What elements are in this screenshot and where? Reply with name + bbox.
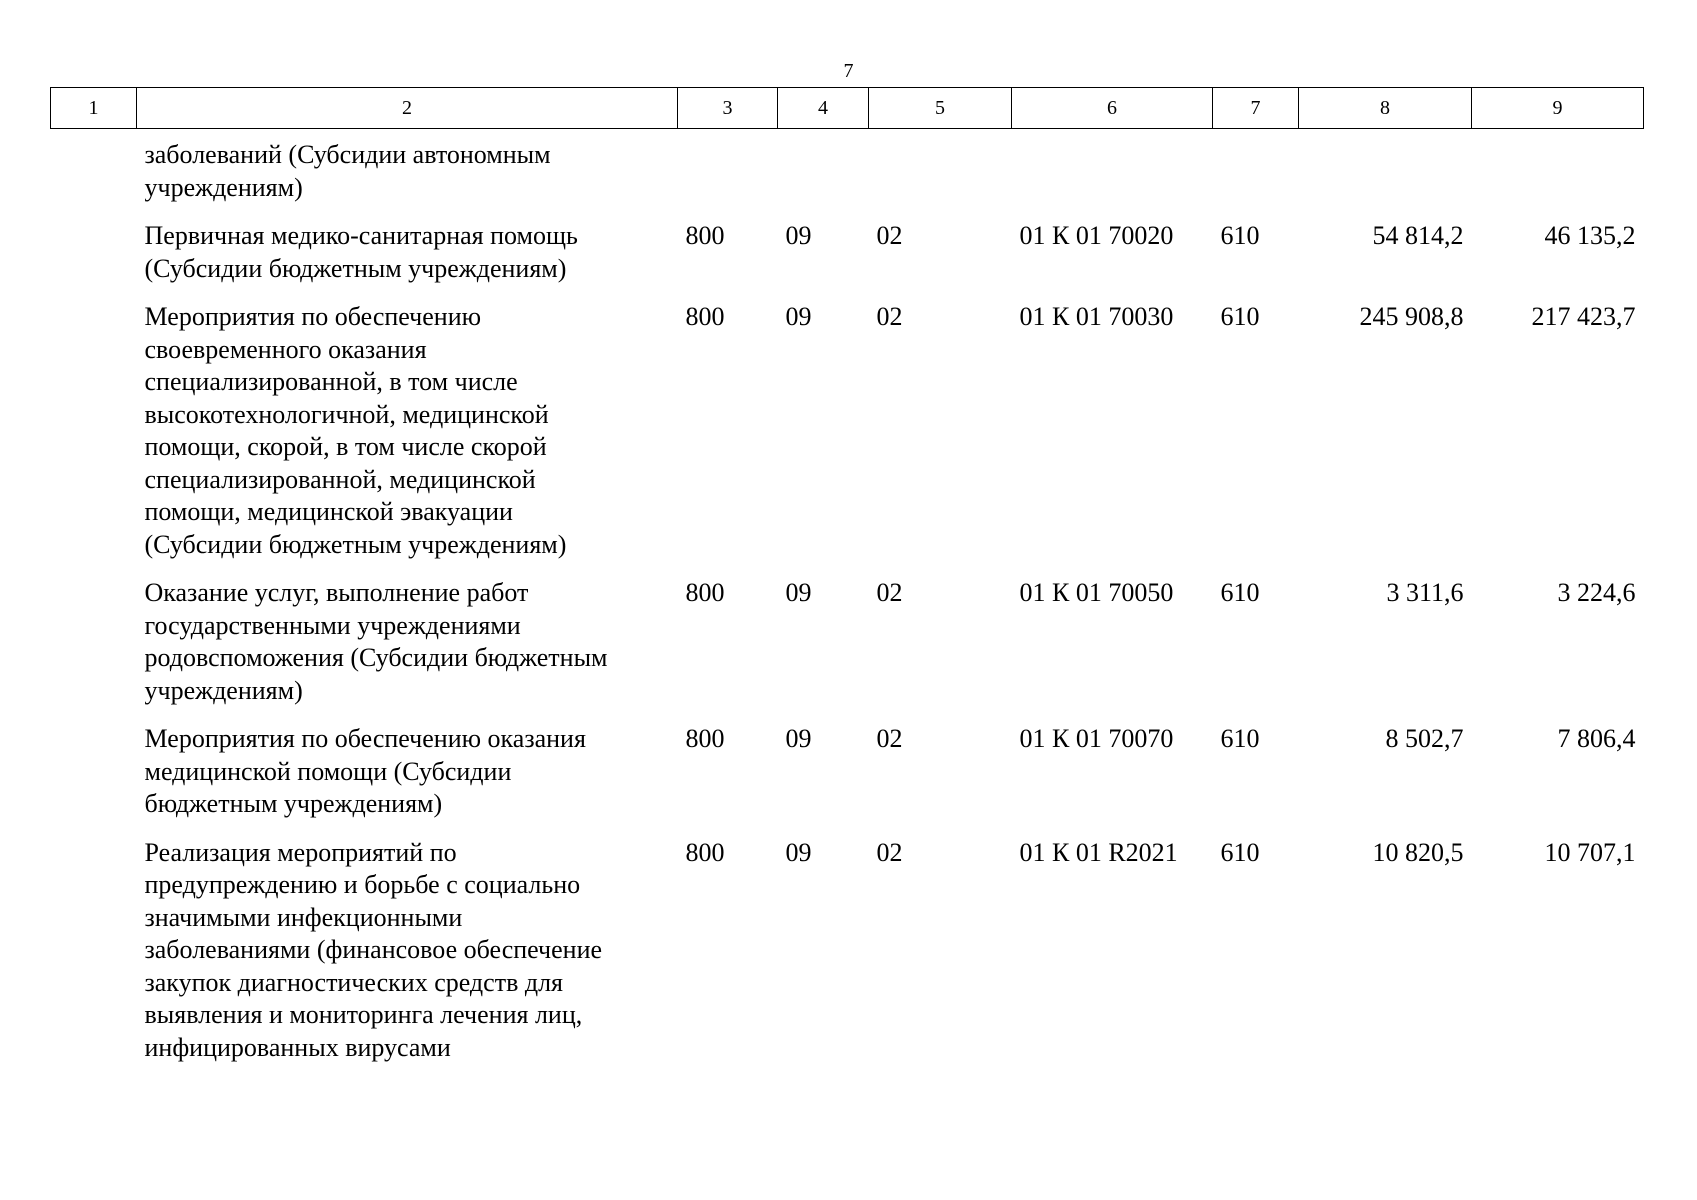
- cell-name: [137, 301, 678, 577]
- column-header-5: 5: [869, 88, 1012, 129]
- cell-name: [137, 837, 678, 1081]
- name-line: закупок диагностических средств для: [144, 967, 564, 997]
- column-header-9: 9: [1472, 88, 1644, 129]
- cell-col-1: [51, 577, 137, 723]
- name-line: Первичная медико-санитарная помощь: [144, 221, 578, 250]
- cell-csr: 01 К 01 R2021: [1019, 837, 1178, 867]
- cell-sum2: 10 707,1: [1544, 837, 1636, 867]
- table-row: [51, 129, 1644, 221]
- cell-grbs: 800: [685, 724, 725, 753]
- name-line: высокотехнологичной, медицинской: [144, 399, 549, 429]
- cell-pr: 02: [876, 837, 903, 867]
- cell-sum1: 245 908,8: [1359, 302, 1464, 331]
- cell-grbs: 800: [685, 221, 725, 250]
- cell-rz: 09: [785, 724, 812, 753]
- cell-rz: 09: [785, 302, 812, 331]
- name-line: инфицированных вирусами: [144, 1032, 451, 1062]
- name-line: (Субсидии бюджетным учреждениям): [144, 529, 567, 559]
- cell-sum2: 7 806,4: [1557, 724, 1636, 753]
- table-row: [51, 220, 1644, 301]
- cell-grbs: 800: [685, 578, 725, 607]
- cell-name: [137, 723, 678, 837]
- column-header-8: 8: [1299, 88, 1472, 129]
- cell-sum1: 54 814,2: [1372, 221, 1464, 250]
- name-line: специализированной, медицинской: [144, 464, 536, 494]
- cell-csr: 01 К 01 70030: [1019, 302, 1174, 331]
- column-header-3: 3: [678, 88, 778, 129]
- name-line: Реализация мероприятий по: [144, 837, 457, 867]
- cell-csr: [1012, 129, 1213, 221]
- cell-rz: [778, 129, 869, 221]
- cell-vr: 610: [1220, 302, 1260, 331]
- name-line: Оказание услуг, выполнение работ: [144, 578, 529, 607]
- cell-vr: 610: [1220, 837, 1260, 867]
- cell-grbs: 800: [685, 837, 725, 867]
- name-line: значимыми инфекционными: [144, 902, 463, 932]
- cell-vr: 610: [1220, 724, 1260, 753]
- cell-csr: 01 К 01 70070: [1019, 724, 1174, 753]
- column-header-7: 7: [1213, 88, 1299, 129]
- table-header: [51, 88, 1644, 129]
- cell-col-1: [51, 129, 137, 221]
- header-row: [51, 88, 1644, 129]
- cell-col-1: [51, 220, 137, 301]
- cell-sum1: 8 502,7: [1385, 724, 1464, 753]
- cell-name: [137, 220, 678, 301]
- cell-pr: 02: [876, 302, 903, 331]
- cell-name: [137, 129, 678, 221]
- name-line: специализированной, в том числе: [144, 367, 518, 396]
- name-line: Мероприятия по обеспечению: [144, 302, 482, 331]
- page-number: 7: [843, 60, 854, 82]
- name-line: учреждениям): [144, 172, 303, 202]
- name-line: заболеваниями (финансовое обеспечение: [144, 935, 603, 964]
- name-line: государственными учреждениями: [144, 610, 521, 640]
- name-line: своевременного оказания: [144, 334, 427, 364]
- name-line: (Субсидии бюджетным учреждениям): [144, 253, 567, 283]
- cell-pr: 02: [876, 221, 903, 250]
- cell-col-1: [51, 723, 137, 837]
- cell-sum2: 46 135,2: [1544, 221, 1636, 250]
- name-line: медицинской помощи (Субсидии: [144, 756, 512, 786]
- cell-csr: 01 К 01 70020: [1019, 221, 1174, 250]
- cell-vr: 610: [1220, 221, 1260, 250]
- cell-rz: 09: [785, 837, 812, 867]
- cell-rz: 09: [785, 578, 812, 607]
- column-header-6: 6: [1012, 88, 1213, 129]
- name-line: помощи, медицинской эвакуации: [144, 497, 513, 526]
- cell-sum1: [1299, 129, 1472, 221]
- cell-csr: 01 К 01 70050: [1019, 578, 1174, 607]
- name-line: предупреждению и борьбе с социально: [144, 870, 581, 899]
- cell-rz: 09: [785, 221, 812, 250]
- budget-table: [50, 87, 1644, 1080]
- name-line: учреждениям): [144, 675, 303, 705]
- name-line: выявления и мониторинга лечения лиц,: [144, 1000, 583, 1029]
- table-row: [51, 837, 1644, 1081]
- cell-sum1: 10 820,5: [1372, 837, 1464, 867]
- cell-pr: 02: [876, 724, 903, 753]
- name-line: родовспоможения (Субсидии бюджетным: [144, 643, 608, 672]
- cell-col-1: [51, 301, 137, 577]
- cell-vr: 610: [1220, 578, 1260, 607]
- cell-pr: [869, 129, 1012, 221]
- name-line: помощи, скорой, в том числе скорой: [144, 432, 547, 461]
- column-header-4: 4: [778, 88, 869, 129]
- cell-name: [137, 577, 678, 723]
- name-line: бюджетным учреждениям): [144, 789, 443, 818]
- cell-sum2: [1472, 129, 1644, 221]
- name-line: заболеваний (Субсидии автономным: [144, 140, 551, 169]
- cell-grbs: 800: [685, 302, 725, 331]
- column-header-1: 1: [51, 88, 137, 129]
- cell-sum1: 3 311,6: [1386, 578, 1464, 607]
- cell-vr: [1213, 129, 1299, 221]
- table-body: [51, 129, 1644, 1081]
- table-row: [51, 723, 1644, 837]
- cell-pr: 02: [876, 578, 903, 607]
- cell-grbs: [678, 129, 778, 221]
- name-line: Мероприятия по обеспечению оказания: [144, 724, 586, 753]
- table-row: [51, 577, 1644, 723]
- table-row: [51, 301, 1644, 577]
- cell-col-1: [51, 837, 137, 1081]
- column-header-2: 2: [137, 88, 678, 129]
- cell-sum2: 217 423,7: [1531, 302, 1636, 331]
- cell-sum2: 3 224,6: [1557, 578, 1636, 607]
